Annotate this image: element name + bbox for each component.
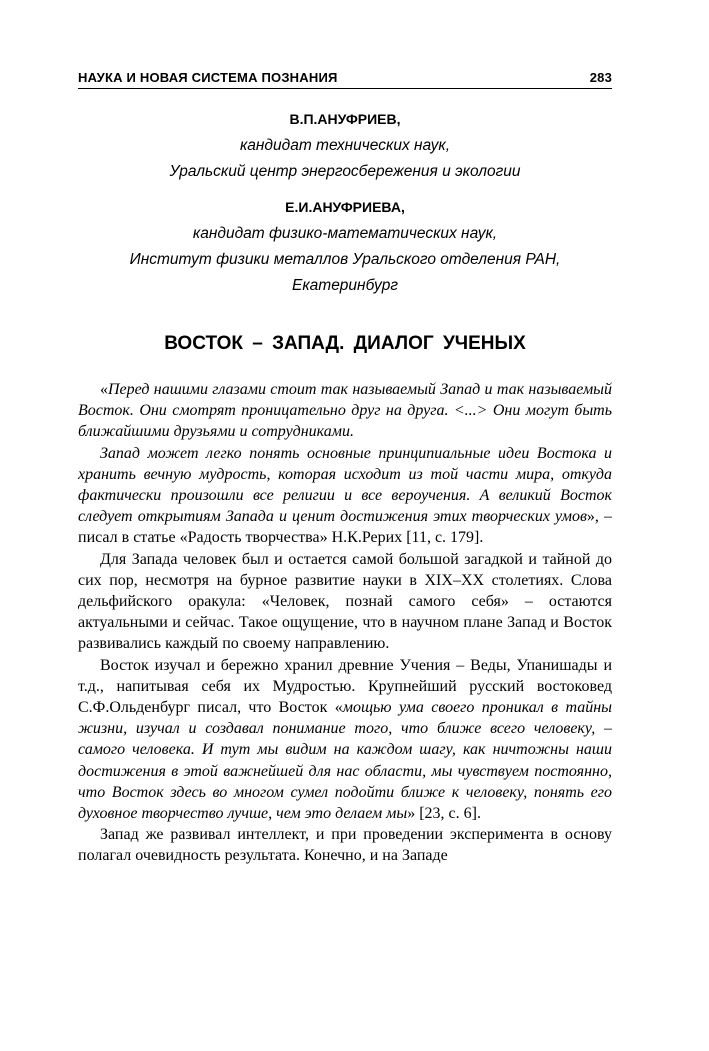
paragraph: Для Запада человек был и остается самой большой загадкой и тайной до сих пор, несмотря на бурное развитие науки в XIX–XX столетиях. Слова дельфийского оракула: «Человек, познай самого себя» – остаются актуальными и сейчас. Такое ощущение, что в научном плане Запад и Восток развивались каждый по своему направлению. [78, 550, 612, 653]
page-number: 283 [589, 70, 612, 85]
author-affiliation: Институт физики металлов Уральского отделения РАН, [129, 251, 561, 268]
author-affiliation: кандидат технических наук, [239, 137, 451, 154]
author-city: Екатеринбург [292, 277, 398, 294]
paragraph [78, 379, 612, 443]
running-head [78, 70, 612, 89]
author-name: В.П.АНУФРИЕВ, [289, 111, 401, 127]
paragraph-text: Перед нашими глазами стоит так называемый Запад и так называемый Восток. Они смотрят проницательно друг на друга. <...> Они могут быть ближайшими друзьями и сотрудниками. [78, 381, 612, 441]
paragraph-tail: » [23, с. 6]. [407, 805, 481, 823]
quote-text: мощью ума своего проникал в тайны жизни, изучал и создавал понимание того, что ближе всего человеку, – самого человека. И тут мы видим на каждом шагу, как ничтожны наши достижения в этой важнейшей для нас области, мы чувствуем постоянно, что Восток здесь во многом сумел подойти ближе к человеку, понять его духовное творчество лучше, чем это делаем мы [78, 699, 612, 823]
author-1 [78, 111, 612, 185]
paragraph-text: Запад может легко понять основные принципиальные идеи Востока и хранить вечную мудрость, которая исходит из той части мира, откуда фактически произошли все религии и все вероучения. А великий Восток следует открытиям Запада и ценит достижения этих творческих умов [78, 444, 612, 526]
author-affiliation: Уральский центр энергосбережения и экологии [169, 163, 521, 180]
quote-mark: « [100, 381, 108, 398]
page [78, 70, 612, 867]
paragraph [78, 443, 612, 549]
running-head-title: НАУКА И НОВАЯ СИСТЕМА ПОЗНАНИЯ [78, 70, 338, 85]
author-affiliation: кандидат физико-математических наук, [192, 225, 498, 242]
paragraph: Запад же развивал интеллект, и при проведении эксперимента в основу полагал очевидность результата. Конечно, и на Западе [78, 826, 612, 865]
paragraph [78, 655, 612, 825]
authors [78, 111, 612, 299]
paragraph-text: Восток изучал и бережно хранил древние Учения – Веды, Упанишады и т.д., напитывая себя их Мудростью. Крупнейший русский востоковед С.Ф.Ольденбург писал, что Восток « [78, 656, 612, 717]
article-title: ВОСТОК – ЗАПАД. ДИАЛОГ УЧЕНЫХ [164, 333, 526, 354]
paragraph-tail: », – писал в статье «Радость творчества» Н.К.Рерих [11, с. 179]. [78, 508, 613, 547]
author-2 [78, 199, 612, 299]
author-name: Е.И.АНУФРИЕВА, [285, 199, 405, 215]
article-body [78, 379, 612, 867]
